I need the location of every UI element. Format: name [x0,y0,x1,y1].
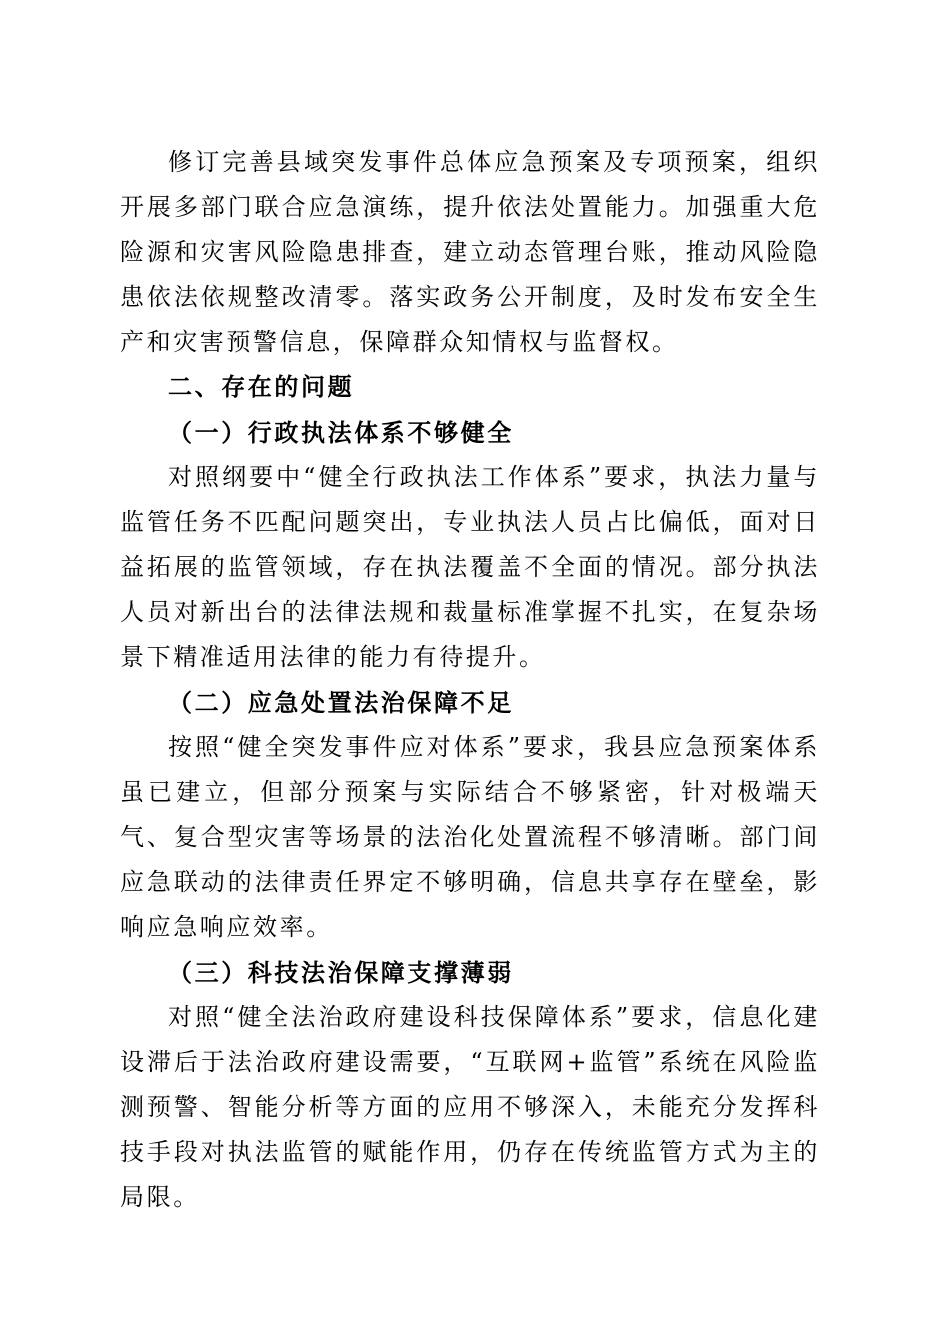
subsection-heading-3: （三）科技法治保障支撑薄弱 [168,958,514,987]
subsection-heading-2: （二）应急处置法治保障不足 [168,688,514,717]
subsection-heading-1: （一）行政执法体系不够健全 [168,418,514,447]
document-body [120,140,820,1220]
paragraph-intro: 修订完善县域突发事件总体应急预案及专项预案，组织开展多部门联合应急演练，提升依法处置能力。加强重大危险源和灾害风险隐患排查，建立动态管理台账，推动风险隐患依法依规整改清零。落实政务公开制度，及时发布安全生产和灾害预警信息，保障群众知情权与监督权。 [120,148,820,356]
section-heading-problems: 二、存在的问题 [168,373,355,401]
paragraph-subsection-1: 对照纲要中“健全行政执法工作体系”要求，执法力量与监管任务不匹配问题突出，专业执法人员占比偏低，面对日益拓展的监管领域，存在执法覆盖不全面的情况。部分执法人员对新出台的法律法规和裁量标准掌握不扎实，在复杂场景下精准适用法律的能力有待提升。 [120,463,820,671]
paragraph-subsection-3: 对照“健全法治政府建设科技保障体系”要求，信息化建设滞后于法治政府建设需要，“互联网+监管”系统在风险监测预警、智能分析等方面的应用不够深入，未能充分发挥科技手段对执法监管的赋能作用，仍存在传统监管方式为主的局限。 [120,1003,820,1211]
paragraph-subsection-2: 按照“健全突发事件应对体系”要求，我县应急预案体系虽已建立，但部分预案与实际结合不够紧密，针对极端天气、复合型灾害等场景的法治化处置流程不够清晰。部门间应急联动的法律责任界定不够明确，信息共享存在壁垒，影响应急响应效率。 [120,733,820,941]
